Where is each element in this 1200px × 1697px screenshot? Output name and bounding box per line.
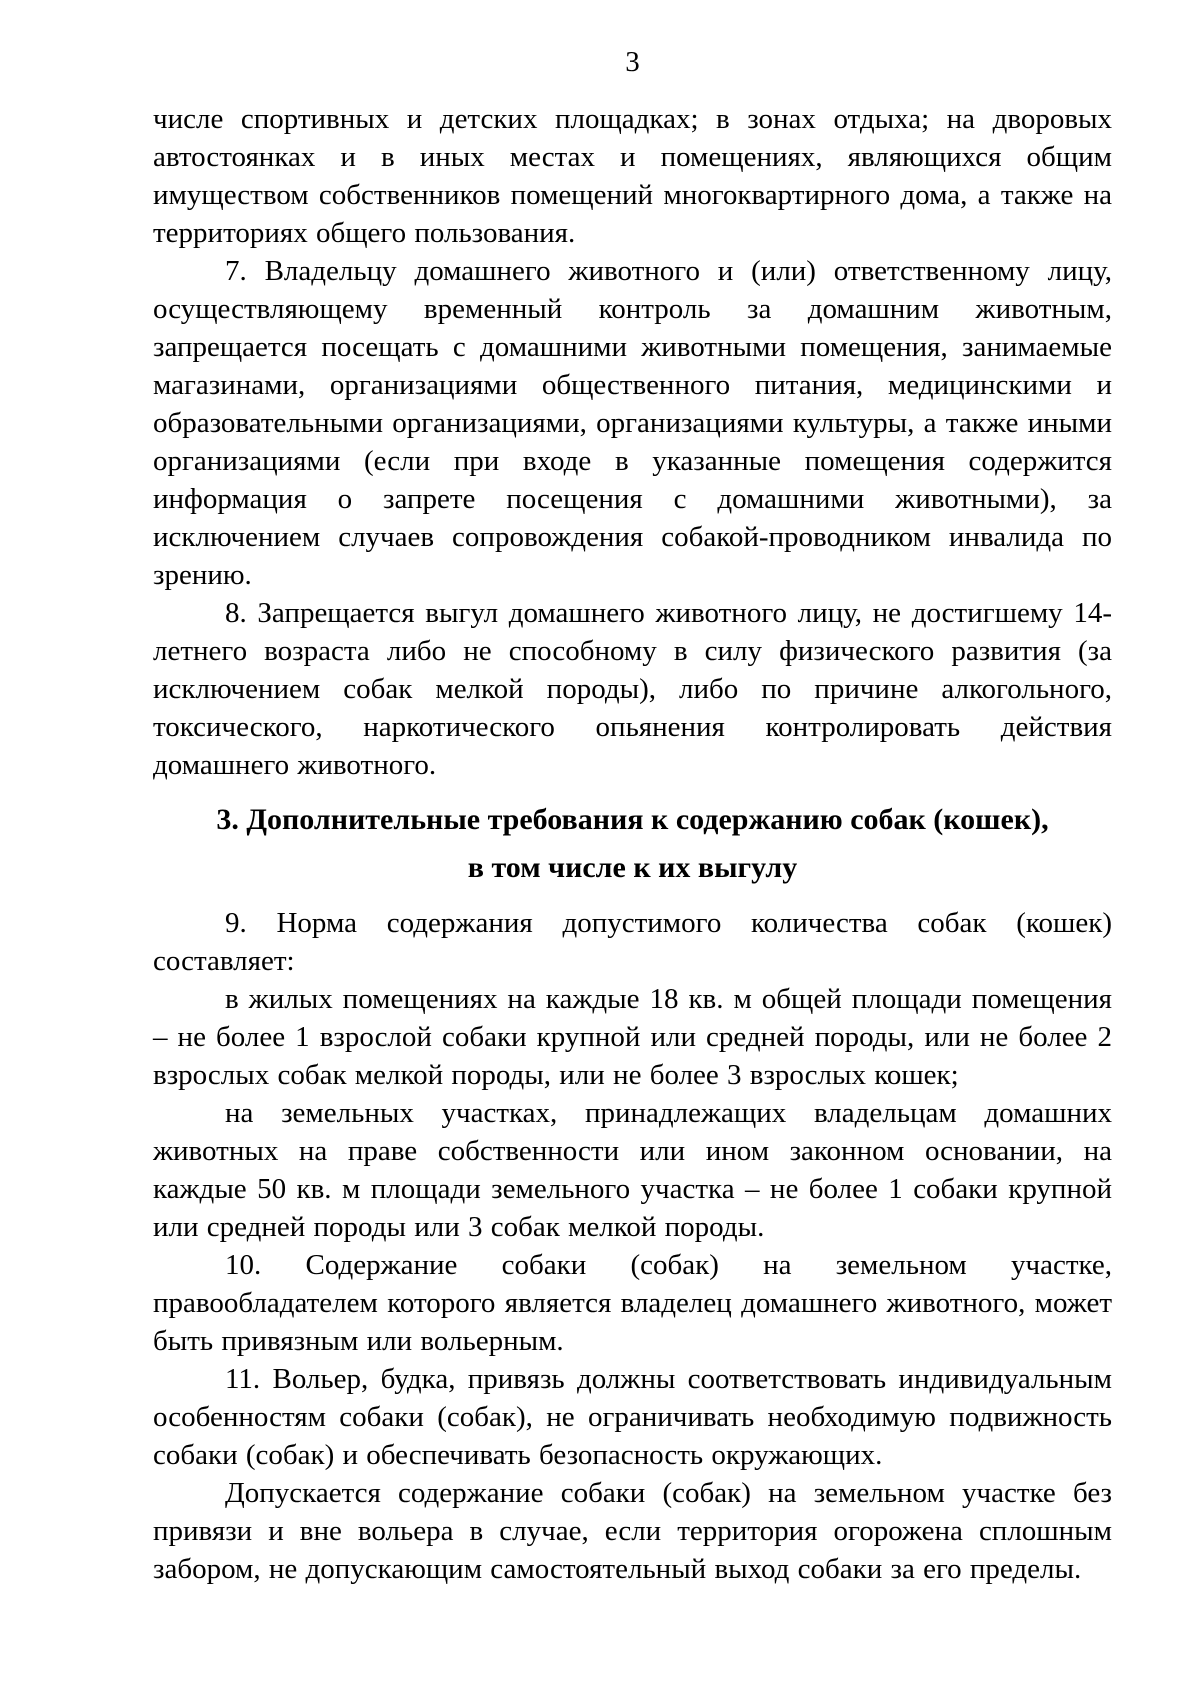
paragraph: 8. Запрещается выгул домашнего животного лицу, не достигшему 14-летнего возраста либо не способному в силу физического развития (за исключением собак мелкой породы), либо по причине алкогольного, токсического, наркотического опьянения контролировать действия домашнего животного. <box>153 597 1112 781</box>
paragraph: 9. Норма содержания допустимого количества собак (кошек) составляет: <box>153 907 1112 977</box>
paragraph: 11. Вольер, будка, привязь должны соответствовать индивидуальным особенностям собаки (собак), не ограничивать необходимую подвижность собаки (собак) и обеспечивать безопасность окружающих. <box>153 1363 1112 1471</box>
paragraph: Допускается содержание собаки (собак) на земельном участке без привязи и вне вольера в случае, если территория огорожена сплошным забором, не допускающим самостоятельный выход собаки за его пределы. <box>153 1477 1112 1585</box>
paragraph: 7. Владельцу домашнего животного и (или) ответственному лицу, осуществляющему временный контроль за домашним животным, запрещается посещать с домашними животными помещения, занимаемые магазинами, организациями общественного питания, медицинскими и образовательными организациями, организациями культуры, а также иными организациями (если при входе в указанные помещения содержится информация о запрете посещения с домашними животными), за исключением случаев сопровождения собакой-проводником инвалида по зрению. <box>153 255 1112 591</box>
page-number: 3 <box>625 46 640 78</box>
section-heading-line: в том числе к их выгулу <box>467 851 798 884</box>
document-body <box>153 100 1112 1588</box>
section-heading <box>153 796 1112 892</box>
paragraph: числе спортивных и детских площадках; в зонах отдыха; на дворовых автостоянках и в иных местах и помещениях, являющихся общим имуществом собственников помещений многоквартирного дома, а также на территориях общего пользования. <box>153 103 1112 249</box>
section-heading-line: 3. Дополнительные требования к содержанию собак (кошек), <box>216 803 1049 836</box>
paragraph: 10. Содержание собаки (собак) на земельном участке, правообладателем которого является владелец домашнего животного, может быть привязным или вольерным. <box>153 1249 1112 1357</box>
paragraph: в жилых помещениях на каждые 18 кв. м общей площади помещения – не более 1 взрослой собаки крупной или средней породы, или не более 2 взрослых собак мелкой породы, или не более 3 взрослых кошек; <box>153 983 1112 1091</box>
paragraph: на земельных участках, принадлежащих владельцам домашних животных на праве собственности или ином законном основании, на каждые 50 кв. м площади земельного участка – не более 1 собаки крупной или средней породы или 3 собак мелкой породы. <box>153 1097 1112 1243</box>
